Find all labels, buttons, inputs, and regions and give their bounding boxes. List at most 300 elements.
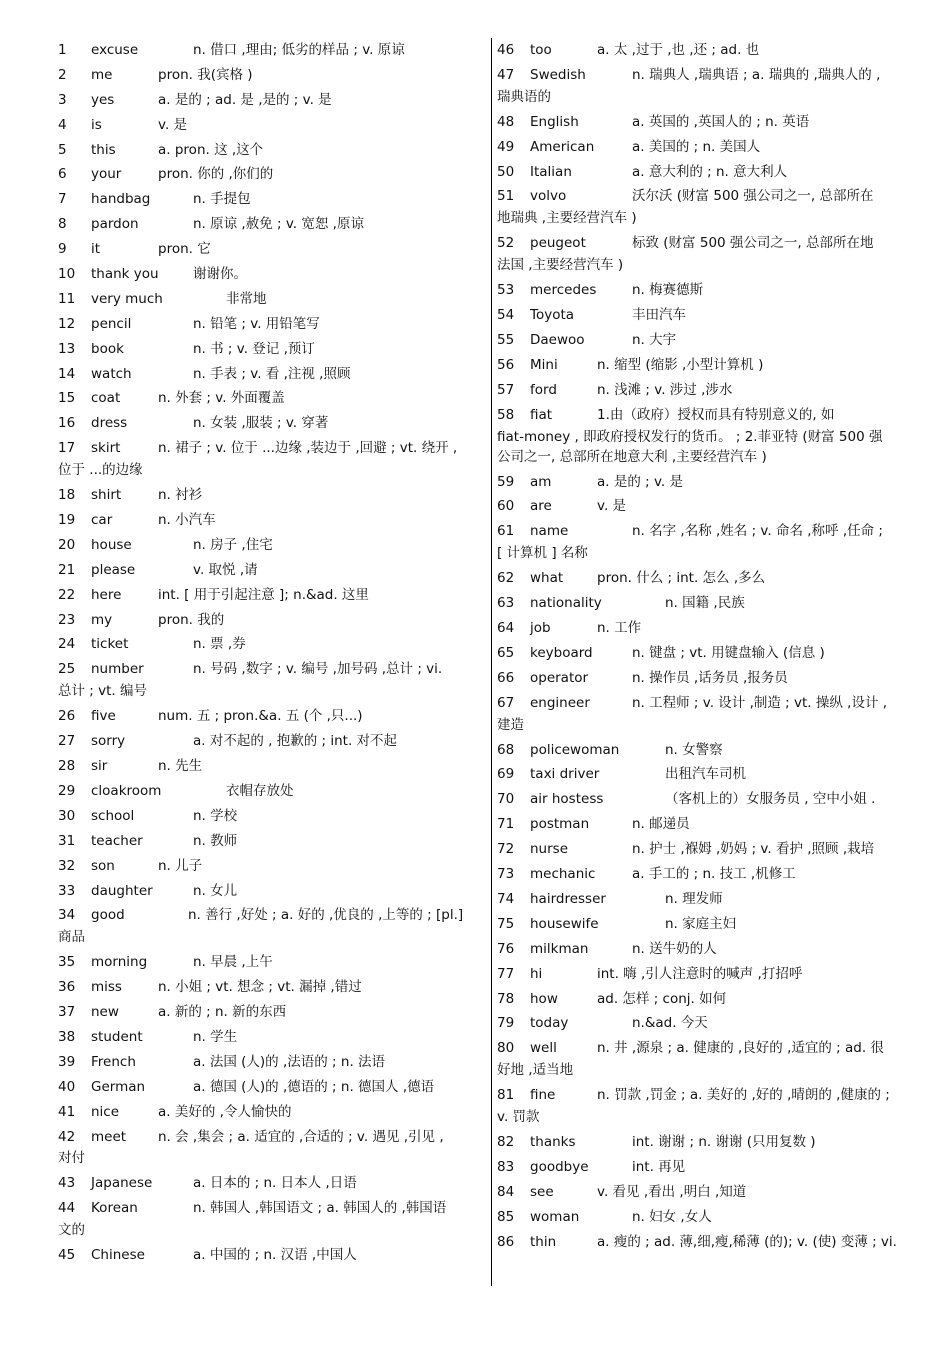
entry-number: 72 bbox=[497, 841, 515, 858]
entry-definition: n. 理发师 bbox=[665, 890, 723, 907]
entry-number: 44 bbox=[58, 1200, 76, 1217]
entry-definition: int. [ 用于引起注意 ]; n.&ad. 这里 bbox=[158, 586, 369, 603]
entry-number: 37 bbox=[58, 1004, 76, 1021]
entry-word: Mini bbox=[530, 356, 558, 373]
vocab-entry bbox=[497, 1180, 929, 1205]
entry-number: 67 bbox=[497, 694, 515, 711]
entry-definition: n. 裙子 ; v. 位于 ...边缘 ,装边于 ,回避 ; vt. 绕开 , bbox=[158, 440, 458, 457]
entry-definition: pron. 它 bbox=[158, 241, 211, 258]
entry-word: watch bbox=[91, 365, 132, 382]
vocab-entry bbox=[497, 787, 929, 812]
vocab-entry bbox=[58, 879, 490, 904]
vocab-entry bbox=[58, 975, 490, 1000]
entry-number: 49 bbox=[497, 138, 515, 155]
entry-definition: a. 日本的 ; n. 日本人 ,日语 bbox=[193, 1175, 357, 1192]
entry-number: 76 bbox=[497, 940, 515, 957]
vocab-entry bbox=[497, 616, 929, 641]
entry-word: your bbox=[91, 166, 122, 183]
entry-word: coat bbox=[91, 390, 121, 407]
entry-definition: n. 瑞典人 ,瑞典语 ; a. 瑞典的 ,瑞典人的 , bbox=[632, 66, 881, 83]
vocab-entry bbox=[58, 1075, 490, 1100]
entry-number: 11 bbox=[58, 290, 76, 307]
entry-number: 66 bbox=[497, 669, 515, 686]
vocab-entry bbox=[497, 1083, 929, 1130]
vocab-entry bbox=[497, 278, 929, 303]
vocab-entry bbox=[497, 962, 929, 987]
vocab-entry bbox=[58, 903, 490, 950]
entry-definition: n. 女装 ,服装 ; v. 穿著 bbox=[193, 415, 329, 432]
entry-word: air hostess bbox=[530, 791, 604, 808]
entry-definition-continued: 法国 ,主要经营汽车 ) bbox=[497, 257, 624, 274]
entry-definition: n. 操作员 ,话务员 ,报务员 bbox=[632, 669, 788, 686]
vocab-entry bbox=[497, 1230, 929, 1255]
entry-definition: n. 名字 ,名称 ,姓名 ; v. 命名 ,称呼 ,任命 ; bbox=[632, 523, 883, 540]
entry-definition-continued: fiat-money , 即政府授权发行的货币。 ; 2.菲亚特 (财富 500 强 bbox=[497, 428, 883, 445]
vocab-entry bbox=[497, 184, 929, 231]
entry-number: 36 bbox=[58, 979, 76, 996]
entry-definition: 沃尔沃 (财富 500 强公司之一, 总部所在 bbox=[632, 188, 874, 205]
entry-number: 38 bbox=[58, 1028, 76, 1045]
vocab-entry bbox=[497, 494, 929, 519]
vocab-entry bbox=[58, 138, 490, 163]
vocab-entry bbox=[497, 1036, 929, 1083]
vocab-entry bbox=[58, 804, 490, 829]
entry-word: here bbox=[91, 586, 122, 603]
entry-definition-continued: 对付 bbox=[58, 1150, 85, 1167]
entry-number: 29 bbox=[58, 782, 76, 799]
entry-number: 58 bbox=[497, 406, 515, 423]
entry-number: 12 bbox=[58, 315, 76, 332]
entry-word: German bbox=[91, 1078, 146, 1095]
entry-definition: a. 是的 ; ad. 是 ,是的 ; v. 是 bbox=[158, 91, 332, 108]
vocab-entry bbox=[497, 38, 929, 63]
entry-definition: 谢谢你。 bbox=[193, 266, 247, 283]
entry-word: mercedes bbox=[530, 282, 597, 299]
entry-definition: n. 会 ,集会 ; a. 适宜的 ,合适的 ; v. 遇见 ,引见 , bbox=[158, 1128, 444, 1145]
entry-number: 19 bbox=[58, 512, 76, 529]
entry-definition: n. 井 ,源泉 ; a. 健康的 ,良好的 ,适宜的 ; ad. 很 bbox=[597, 1040, 884, 1057]
entry-number: 23 bbox=[58, 611, 76, 628]
entry-definition: a. 美国的 ; n. 美国人 bbox=[632, 138, 761, 155]
entry-definition: n. 书 ; v. 登记 ,预订 bbox=[193, 340, 315, 357]
vocab-entry bbox=[497, 937, 929, 962]
entry-word: what bbox=[530, 570, 564, 587]
vocab-entry bbox=[58, 337, 490, 362]
entry-word: how bbox=[530, 990, 558, 1007]
entry-definition: n. 善行 ,好处 ; a. 好的 ,优良的 ,上等的 ; [pl.] bbox=[188, 907, 464, 924]
vocab-entry bbox=[58, 558, 490, 583]
entry-definition: 非常地 bbox=[226, 290, 267, 307]
entry-definition: pron. 你的 ,你们的 bbox=[158, 166, 274, 183]
entry-definition: n. 家庭主妇 bbox=[665, 915, 737, 932]
entry-word: number bbox=[91, 661, 144, 678]
vocab-entry bbox=[58, 362, 490, 387]
vocab-entry bbox=[497, 591, 929, 616]
entry-number: 32 bbox=[58, 857, 76, 874]
entry-number: 3 bbox=[58, 91, 67, 108]
entry-definition: a. 瘦的 ; ad. 薄,细,瘦,稀薄 (的); v. (使) 变薄 ; vi. bbox=[597, 1233, 897, 1250]
entry-number: 83 bbox=[497, 1158, 515, 1175]
entry-definition-continued: 地瑞典 ,主要经营汽车 ) bbox=[497, 210, 637, 227]
entry-definition: n. 儿子 bbox=[158, 857, 203, 874]
entry-word: book bbox=[91, 340, 124, 357]
entry-definition: a. 是的 ; v. 是 bbox=[597, 473, 684, 490]
entry-number: 52 bbox=[497, 235, 515, 252]
entry-word: morning bbox=[91, 954, 148, 971]
entry-number: 51 bbox=[497, 188, 515, 205]
vocab-entry bbox=[497, 378, 929, 403]
entry-word: nice bbox=[91, 1103, 120, 1120]
entry-word: operator bbox=[530, 669, 589, 686]
entry-number: 47 bbox=[497, 66, 515, 83]
entry-word: son bbox=[91, 857, 115, 874]
entry-number: 82 bbox=[497, 1134, 515, 1151]
entry-definition: n. 缩型 (缩影 ,小型计算机 ) bbox=[597, 356, 764, 373]
entry-number: 63 bbox=[497, 595, 515, 612]
vocab-entry bbox=[58, 262, 490, 287]
entry-definition: （客机上的）女服务员 , 空中小姐 . bbox=[665, 791, 876, 808]
entry-word: too bbox=[530, 42, 552, 58]
entry-number: 45 bbox=[58, 1247, 76, 1264]
entry-definition: a. 德国 (人)的 ,德语的 ; n. 德国人 ,德语 bbox=[193, 1078, 435, 1095]
entry-number: 55 bbox=[497, 332, 515, 349]
entry-word: pardon bbox=[91, 216, 139, 233]
entry-word: ford bbox=[530, 381, 557, 398]
entry-definition-continued: 文的 bbox=[58, 1222, 85, 1239]
vocab-entry bbox=[497, 666, 929, 691]
entry-word: car bbox=[91, 512, 113, 529]
entry-number: 20 bbox=[58, 536, 76, 553]
vocab-entry bbox=[497, 160, 929, 185]
entry-definition: 丰田汽车 bbox=[632, 307, 686, 324]
entry-word: policewoman bbox=[530, 741, 620, 758]
entry-word: keyboard bbox=[530, 644, 593, 661]
entry-definition: n. 手表 ; v. 看 ,注视 ,照顾 bbox=[193, 365, 351, 382]
vocab-entry bbox=[58, 312, 490, 337]
entry-definition: a. 太 ,过于 ,也 ,还 ; ad. 也 bbox=[597, 42, 760, 58]
entry-word: is bbox=[91, 116, 102, 133]
vocab-entry bbox=[58, 237, 490, 262]
entry-word: well bbox=[530, 1040, 557, 1057]
entry-number: 68 bbox=[497, 741, 515, 758]
vocab-entry bbox=[58, 287, 490, 312]
vocab-entry bbox=[58, 113, 490, 138]
entry-word: fine bbox=[530, 1087, 556, 1104]
entry-number: 54 bbox=[497, 307, 515, 324]
entry-word: very much bbox=[91, 290, 163, 307]
entry-definition-continued: 商品 bbox=[58, 929, 85, 946]
vocab-entry bbox=[58, 1171, 490, 1196]
entry-number: 69 bbox=[497, 766, 515, 783]
entry-definition-continued: 好地 ,适当地 bbox=[497, 1062, 574, 1079]
entry-word: Toyota bbox=[530, 307, 575, 324]
entry-word: cloakroom bbox=[91, 782, 162, 799]
entry-number: 62 bbox=[497, 570, 515, 587]
entry-definition: n. 工程师 ; v. 设计 ,制造 ; vt. 操纵 ,设计 , bbox=[632, 694, 888, 711]
entry-number: 75 bbox=[497, 915, 515, 932]
entry-definition: a. 美好的 ,令人愉快的 bbox=[158, 1103, 292, 1120]
vocab-entry bbox=[58, 829, 490, 854]
entry-number: 27 bbox=[58, 733, 76, 750]
entry-definition: n.&ad. 今天 bbox=[632, 1015, 708, 1032]
entry-definition: n. 小姐 ; vt. 想念 ; vt. 漏掉 ,错过 bbox=[158, 979, 362, 996]
entry-number: 4 bbox=[58, 116, 67, 133]
entry-number: 81 bbox=[497, 1087, 515, 1104]
entry-definition: n. 房子 ,住宅 bbox=[193, 536, 273, 553]
vocab-entry bbox=[497, 1130, 929, 1155]
vocab-entry bbox=[58, 436, 490, 483]
entry-definition: n. 妇女 ,女人 bbox=[632, 1208, 712, 1225]
entry-definition: n. 手提包 bbox=[193, 191, 251, 208]
vocab-entry bbox=[497, 762, 929, 787]
entry-number: 46 bbox=[497, 42, 515, 58]
entry-word: pencil bbox=[91, 315, 132, 332]
entry-number: 26 bbox=[58, 708, 76, 725]
entry-number: 50 bbox=[497, 163, 515, 180]
right-column bbox=[497, 38, 929, 1255]
entry-word: Italian bbox=[530, 163, 572, 180]
entry-word: Chinese bbox=[91, 1247, 145, 1264]
entry-definition: n. 女儿 bbox=[193, 882, 238, 899]
entry-number: 60 bbox=[497, 498, 515, 515]
entry-word: school bbox=[91, 807, 135, 824]
entry-word: teacher bbox=[91, 832, 143, 849]
entry-definition: n. 外套 ; v. 外面覆盖 bbox=[158, 390, 285, 407]
entry-word: handbag bbox=[91, 191, 151, 208]
entry-word: me bbox=[91, 66, 113, 83]
entry-definition: ad. 怎样 ; conj. 如何 bbox=[597, 990, 727, 1007]
vocab-entry bbox=[58, 632, 490, 657]
entry-word: mechanic bbox=[530, 866, 596, 883]
entry-number: 77 bbox=[497, 965, 515, 982]
entry-definition: n. 邮递员 bbox=[632, 816, 690, 833]
entry-definition: int. 谢谢 ; n. 谢谢 (只用复数 ) bbox=[632, 1134, 816, 1151]
entry-word: housewife bbox=[530, 915, 599, 932]
entry-number: 57 bbox=[497, 381, 515, 398]
vocab-entry bbox=[58, 779, 490, 804]
entry-number: 8 bbox=[58, 216, 67, 233]
entry-number: 74 bbox=[497, 890, 515, 907]
entry-word: name bbox=[530, 523, 569, 540]
vocab-entry bbox=[497, 110, 929, 135]
entry-word: this bbox=[91, 141, 116, 158]
entry-word: see bbox=[530, 1183, 554, 1200]
vocab-entry bbox=[58, 729, 490, 754]
vocab-entry bbox=[58, 1100, 490, 1125]
column-divider bbox=[491, 38, 492, 1286]
entry-word: hairdresser bbox=[530, 890, 606, 907]
vocab-entry bbox=[497, 862, 929, 887]
entry-definition: a. pron. 这 ,这个 bbox=[158, 141, 264, 158]
entry-definition: a. 意大利的 ; n. 意大利人 bbox=[632, 163, 788, 180]
vocab-entry bbox=[58, 411, 490, 436]
entry-number: 48 bbox=[497, 113, 515, 130]
vocab-entry bbox=[497, 231, 929, 278]
entry-number: 28 bbox=[58, 758, 76, 775]
entry-number: 61 bbox=[497, 523, 515, 540]
entry-number: 30 bbox=[58, 807, 76, 824]
entry-word: my bbox=[91, 611, 113, 628]
entry-word: today bbox=[530, 1015, 569, 1032]
entry-number: 15 bbox=[58, 390, 76, 407]
entry-number: 14 bbox=[58, 365, 76, 382]
vocab-entry bbox=[58, 1196, 490, 1243]
entry-word: thin bbox=[530, 1233, 557, 1250]
entry-word: am bbox=[530, 473, 552, 490]
entry-definition: n. 衬衫 bbox=[158, 487, 203, 504]
entry-number: 1 bbox=[58, 42, 67, 58]
vocab-entry bbox=[58, 88, 490, 113]
vocab-entry bbox=[58, 63, 490, 88]
vocab-entry bbox=[497, 987, 929, 1012]
entry-word: goodbye bbox=[530, 1158, 589, 1175]
entry-definition-continued: 位于 ...的边缘 bbox=[58, 462, 143, 479]
entry-word: taxi driver bbox=[530, 766, 600, 783]
entry-word: yes bbox=[91, 91, 115, 108]
entry-number: 70 bbox=[497, 791, 515, 808]
entry-definition: n. 国籍 ,民族 bbox=[665, 595, 745, 612]
entry-number: 64 bbox=[497, 620, 515, 637]
entry-definition: v. 是 bbox=[158, 116, 188, 133]
entry-definition: int. 再见 bbox=[632, 1158, 686, 1175]
entry-word: daughter bbox=[91, 882, 153, 899]
entry-definition: n. 韩国人 ,韩国语文 ; a. 韩国人的 ,韩国语 bbox=[193, 1200, 447, 1217]
vocab-entry bbox=[497, 1155, 929, 1180]
entry-word: French bbox=[91, 1053, 136, 1070]
vocab-entry bbox=[497, 303, 929, 328]
vocab-entry bbox=[58, 950, 490, 975]
vocab-entry bbox=[497, 887, 929, 912]
vocab-entry bbox=[58, 212, 490, 237]
entry-word: milkman bbox=[530, 940, 589, 957]
vocab-entry bbox=[58, 187, 490, 212]
entry-word: shirt bbox=[91, 487, 122, 504]
entry-word: excuse bbox=[91, 42, 139, 58]
entry-word: sorry bbox=[91, 733, 126, 750]
entry-number: 6 bbox=[58, 166, 67, 183]
entry-word: sir bbox=[91, 758, 108, 775]
entry-definition: n. 浅滩 ; v. 涉过 ,涉水 bbox=[597, 381, 733, 398]
entry-definition-continued: v. 罚款 bbox=[497, 1109, 540, 1126]
entry-number: 80 bbox=[497, 1040, 515, 1057]
entry-number: 71 bbox=[497, 816, 515, 833]
entry-word: woman bbox=[530, 1208, 580, 1225]
entry-number: 86 bbox=[497, 1233, 515, 1250]
entry-number: 65 bbox=[497, 644, 515, 661]
vocab-entry bbox=[58, 1125, 490, 1172]
entry-word: peugeot bbox=[530, 235, 586, 252]
entry-word: English bbox=[530, 113, 579, 130]
entry-definition: a. 新的 ; n. 新的东西 bbox=[158, 1004, 287, 1021]
entry-definition: v. 是 bbox=[597, 498, 627, 515]
entry-number: 34 bbox=[58, 907, 76, 924]
entry-definition: n. 学校 bbox=[193, 807, 238, 824]
entry-definition: n. 票 ,券 bbox=[193, 636, 246, 653]
entry-definition: n. 键盘 ; vt. 用键盘输入 (信息 ) bbox=[632, 644, 825, 661]
vocab-entry bbox=[58, 657, 490, 704]
entry-number: 41 bbox=[58, 1103, 76, 1120]
entry-number: 35 bbox=[58, 954, 76, 971]
entry-number: 21 bbox=[58, 561, 76, 578]
entry-number: 5 bbox=[58, 141, 67, 158]
entry-definition: pron. 我(宾格 ) bbox=[158, 66, 253, 83]
entry-number: 78 bbox=[497, 990, 515, 1007]
vocab-entry bbox=[58, 1243, 490, 1268]
entry-definition: pron. 什么 ; int. 怎么 ,多么 bbox=[597, 570, 766, 587]
entry-definition: n. 送牛奶的人 bbox=[632, 940, 717, 957]
entry-definition-continued: 建造 bbox=[497, 716, 524, 733]
entry-definition: int. 嗨 ,引人注意时的喊声 ,打招呼 bbox=[597, 965, 803, 982]
entry-word: Daewoo bbox=[530, 332, 585, 349]
entry-definition: a. 中国的 ; n. 汉语 ,中国人 bbox=[193, 1247, 357, 1264]
vocab-entry bbox=[58, 704, 490, 729]
entry-definition: n. 先生 bbox=[158, 758, 203, 775]
entry-definition-continued: [ 计算机 ] 名称 bbox=[497, 545, 588, 562]
entry-word: ticket bbox=[91, 636, 129, 653]
entry-definition-continued: 公司之一, 总部所在地意大利 ,主要经营汽车 ) bbox=[497, 448, 767, 465]
entry-number: 25 bbox=[58, 661, 76, 678]
entry-definition: n. 借口 ,理由; 低劣的样品 ; v. 原谅 bbox=[193, 42, 405, 58]
entry-number: 79 bbox=[497, 1015, 515, 1032]
vocab-entry bbox=[58, 1050, 490, 1075]
vocab-entry bbox=[497, 1205, 929, 1230]
vocab-entry bbox=[58, 608, 490, 633]
vocab-entry bbox=[497, 691, 929, 738]
entry-number: 33 bbox=[58, 882, 76, 899]
entry-word: nurse bbox=[530, 841, 569, 858]
entry-definition: n. 早晨 ,上午 bbox=[193, 954, 273, 971]
vocab-entry bbox=[58, 386, 490, 411]
entry-word: volvo bbox=[530, 188, 567, 205]
vocab-entry bbox=[58, 162, 490, 187]
entry-word: are bbox=[530, 498, 552, 515]
entry-number: 16 bbox=[58, 415, 76, 432]
vocab-entry bbox=[497, 519, 929, 566]
entry-number: 18 bbox=[58, 487, 76, 504]
entry-number: 9 bbox=[58, 241, 67, 258]
entry-definition: n. 原谅 ,赦免 ; v. 宽恕 ,原谅 bbox=[193, 216, 364, 233]
left-column bbox=[58, 38, 490, 1268]
entry-definition: 衣帽存放处 bbox=[226, 782, 294, 799]
vocab-entry bbox=[58, 583, 490, 608]
vocab-entry bbox=[497, 135, 929, 160]
entry-definition: 标致 (财富 500 强公司之一, 总部所在地 bbox=[632, 235, 874, 252]
entry-number: 7 bbox=[58, 191, 67, 208]
vocab-entry bbox=[497, 641, 929, 666]
entry-word: good bbox=[91, 907, 125, 924]
vocab-entry bbox=[497, 403, 929, 470]
entry-number: 59 bbox=[497, 473, 515, 490]
entry-definition: 1.由（政府）授权而具有特别意义的, 如 bbox=[597, 406, 835, 423]
entry-word: five bbox=[91, 708, 116, 725]
entry-definition: n. 学生 bbox=[193, 1028, 238, 1045]
vocab-entry bbox=[497, 328, 929, 353]
vocab-entry bbox=[58, 483, 490, 508]
entry-definition-continued: 瑞典语的 bbox=[497, 88, 551, 105]
entry-definition: v. 取悦 ,请 bbox=[193, 561, 258, 578]
vocab-entry bbox=[497, 470, 929, 495]
entry-word: engineer bbox=[530, 694, 590, 711]
entry-definition: n. 大宇 bbox=[632, 332, 677, 349]
vocab-entry bbox=[497, 63, 929, 110]
entry-number: 40 bbox=[58, 1078, 76, 1095]
entry-definition: a. 法国 (人)的 ,法语的 ; n. 法语 bbox=[193, 1053, 386, 1070]
vocab-entry bbox=[58, 533, 490, 558]
entry-number: 10 bbox=[58, 266, 76, 283]
entry-word: new bbox=[91, 1004, 119, 1021]
entry-number: 43 bbox=[58, 1175, 76, 1192]
vocab-entry bbox=[58, 508, 490, 533]
